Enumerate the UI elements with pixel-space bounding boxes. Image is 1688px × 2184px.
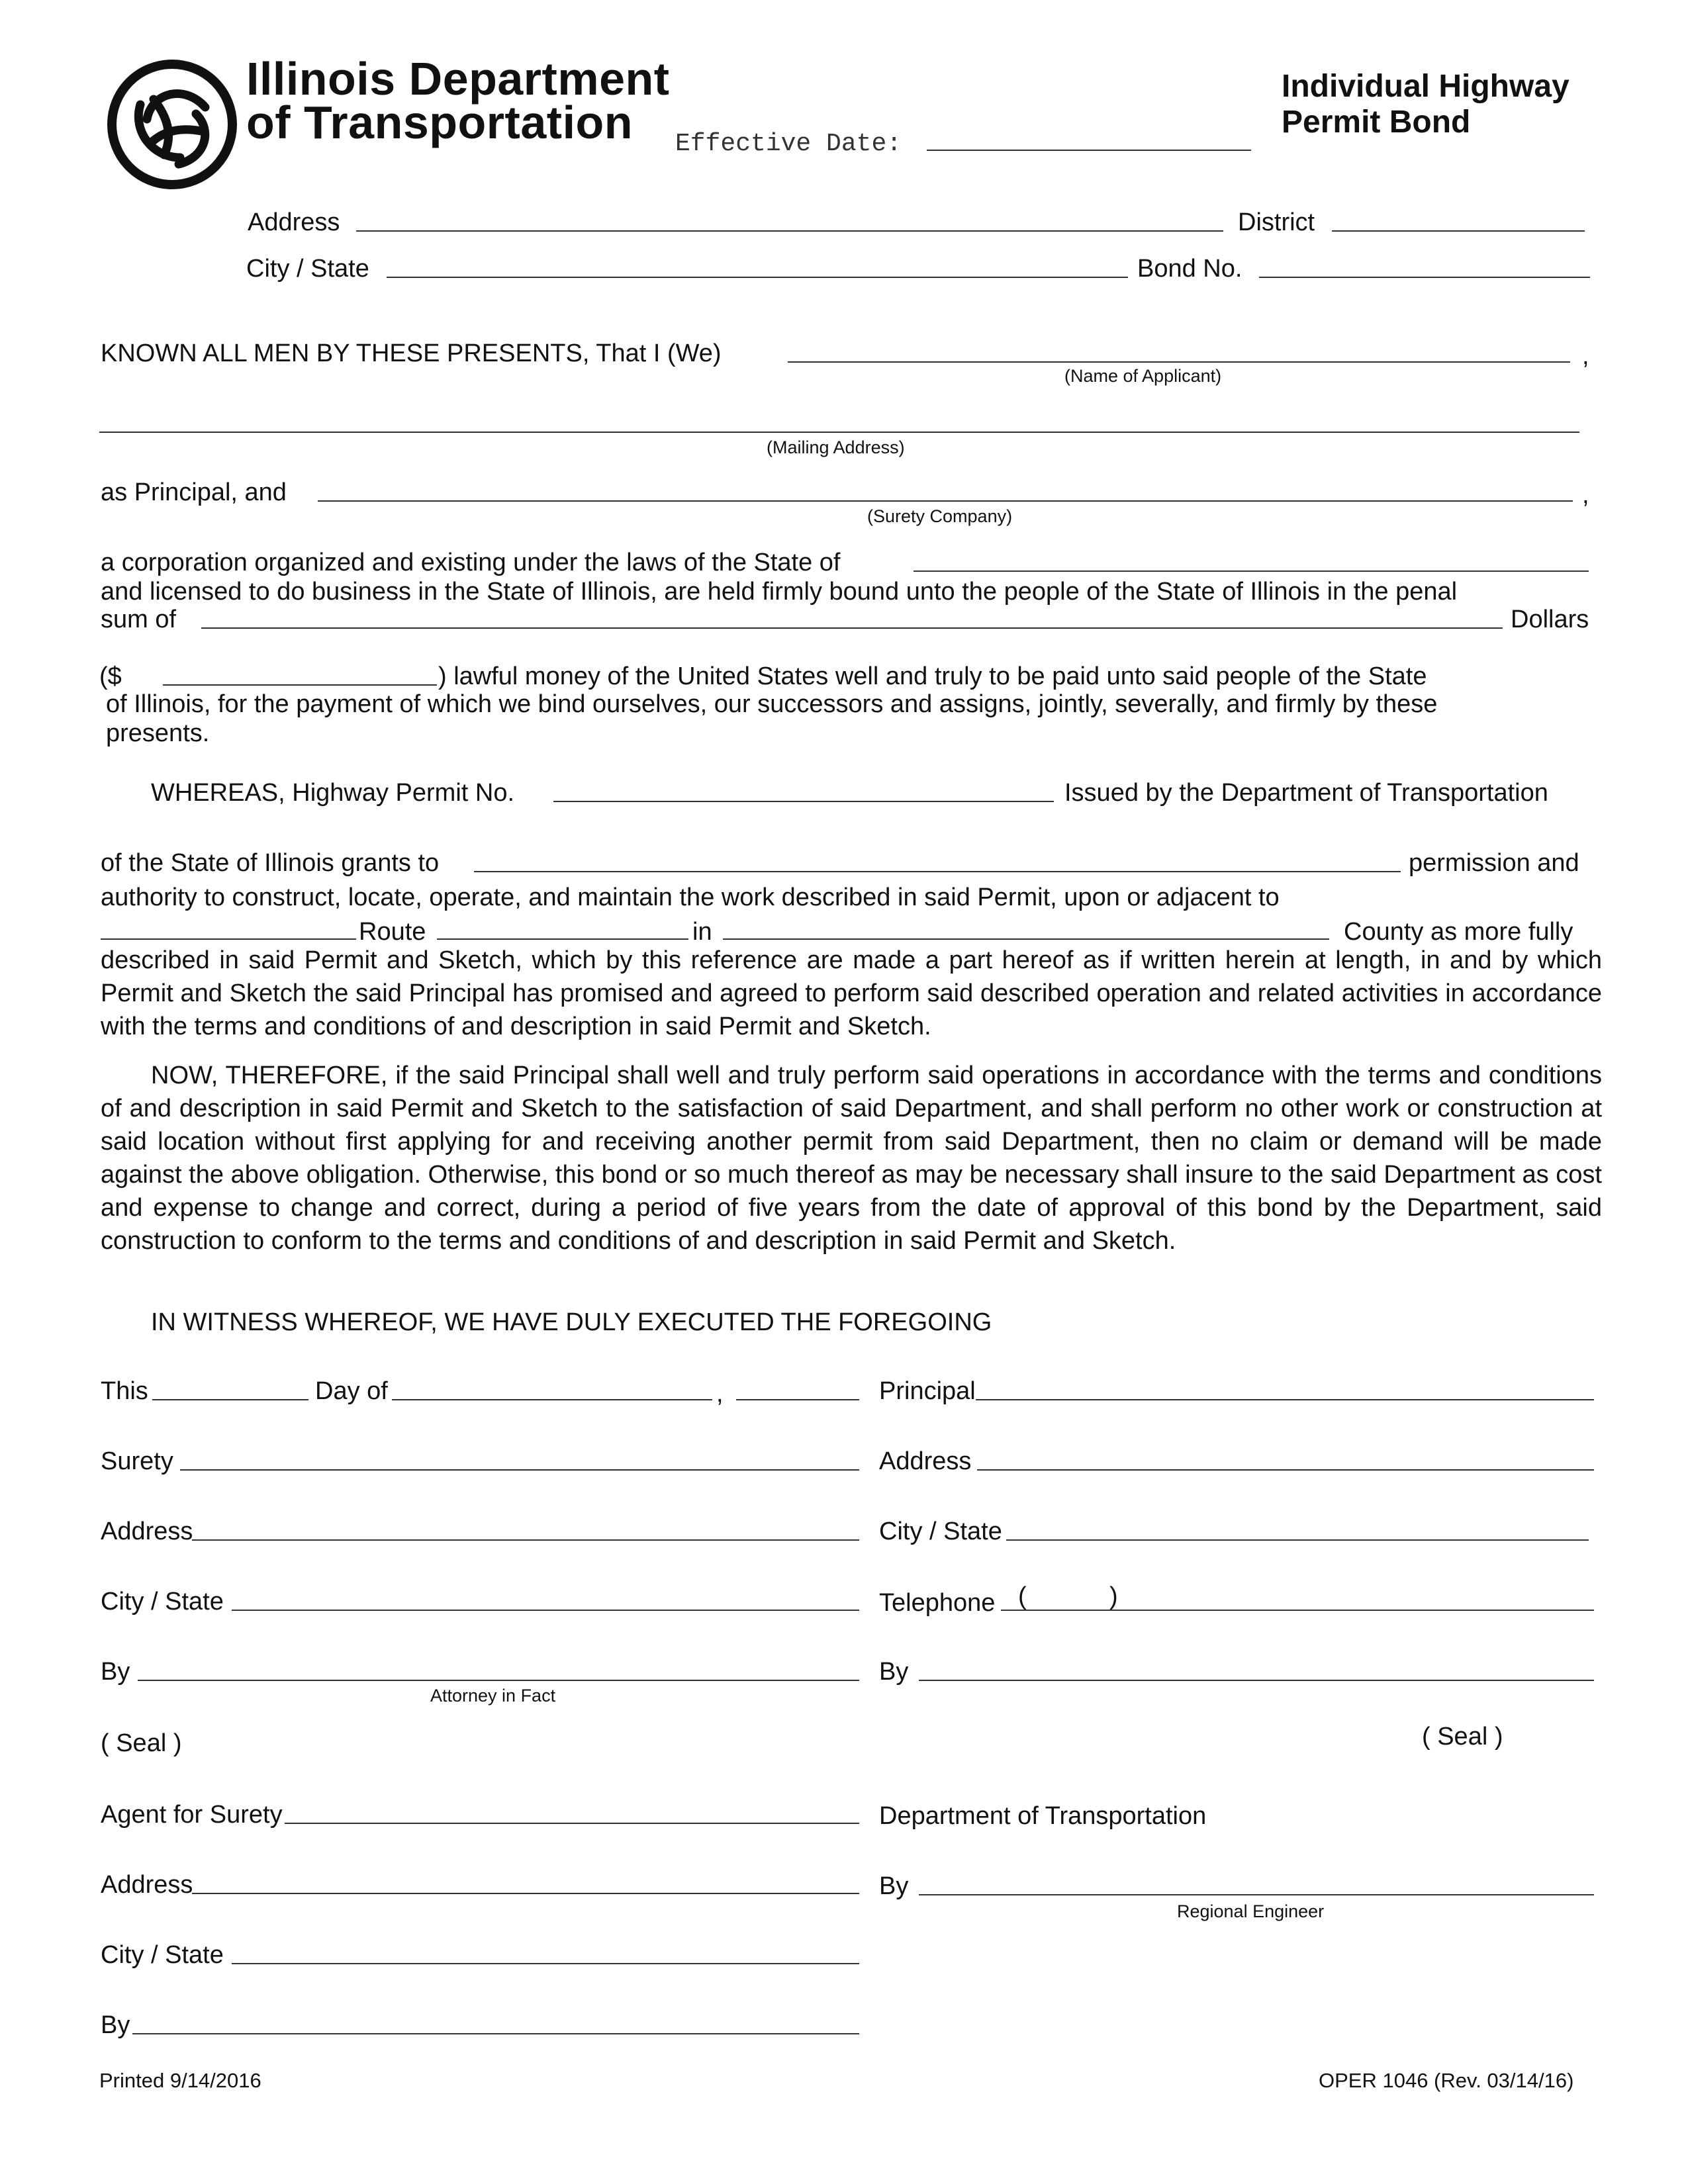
telephone-label: Telephone [879,1589,996,1617]
route-number-field[interactable] [437,938,688,940]
grantee-field[interactable] [474,871,1401,872]
presents-end: presents. [106,719,210,747]
agent-by-label: By [101,2011,130,2039]
area-code-close: ) [1109,1582,1118,1610]
grants-to-label: of the State of Illinois grants to [101,849,440,877]
presents-lead: KNOWN ALL MEN BY THESE PRESENTS, That I (We) [101,340,722,367]
form-number: OPER 1046 (Rev. 03/14/16) [1319,2069,1574,2092]
corporation-line: a corporation organized and existing under the laws of the State of [101,549,841,576]
principal-city-state-field[interactable] [1006,1539,1589,1541]
as-principal-label: as Principal, and [101,478,287,506]
agent-address-field[interactable] [192,1893,859,1894]
surety-comma: , [1582,481,1589,509]
mailing-address-caption: (Mailing Address) [767,437,905,457]
agent-city-state-label: City / State [101,1941,224,1969]
form-title-line1: Individual Highway [1282,69,1570,104]
month-field[interactable] [392,1399,712,1400]
district-field[interactable] [1332,230,1585,232]
bond-no-field[interactable] [1259,277,1590,278]
principal-label: Principal [879,1377,976,1405]
effective-date-label: Effective Date: [675,130,902,158]
day-number-field[interactable] [152,1399,308,1400]
attorney-in-fact-field[interactable] [138,1680,859,1681]
applicant-comma: , [1582,342,1589,370]
county-label: County as more fully [1344,918,1573,946]
department-label: Department of Transportation [879,1802,1207,1830]
penal-sum-words-field[interactable] [201,627,1503,629]
principal-by-field[interactable] [919,1680,1594,1681]
day-of-label: Day of [315,1377,388,1405]
highway-permit-no-field[interactable] [553,801,1054,802]
surety-city-state-label: City / State [101,1588,224,1615]
lawful-money-line: ) lawful money of the United States well and truly to be paid unto said people of the State [438,662,1427,690]
surety-field[interactable] [180,1469,859,1471]
principal-address-label: Address [879,1447,972,1475]
telephone-field[interactable] [1001,1610,1594,1611]
mailing-address-field[interactable] [99,432,1579,433]
surety-seal: ( Seal ) [101,1729,182,1757]
attorney-in-fact-caption: Attorney in Fact [430,1686,556,1706]
dollar-open: ($ [99,662,122,690]
surety-label: Surety [101,1447,173,1475]
agent-city-state-field[interactable] [232,1963,859,1964]
regional-engineer-caption: Regional Engineer [1177,1901,1325,1921]
whereas-lead: WHEREAS, Highway Permit No. [151,779,515,807]
area-code-open: ( [1018,1582,1027,1610]
agency-name-line1: Illinois Department [246,53,670,105]
district-label: District [1238,208,1315,236]
surety-company-field[interactable] [318,500,1573,502]
year-field[interactable] [736,1399,859,1400]
surety-address-label: Address [101,1518,193,1545]
described-paragraph: described in said Permit and Sketch, which by this reference are made a part hereof as if written herein at length, in and by which Permit and Sketch the said Principal has promised and agreed to perform said described operation and related activities in accordance with the terms and conditions of and description in said Permit and Sketch. [101,946,1602,1040]
payment-line: of Illinois, for the payment of which we bind ourselves, our successors and assigns, jointly, severally, and firmly by these [106,690,1438,718]
now-therefore-paragraph [101,1059,1602,1257]
applicant-name-field[interactable] [788,361,1570,363]
idot-logo [106,58,238,191]
agent-address-label: Address [101,1871,193,1899]
surety-city-state-field[interactable] [232,1610,859,1611]
in-label: in [692,918,712,946]
principal-by-label: By [879,1658,909,1686]
now-therefore-text: NOW, THEREFORE, if the said Principal shall well and truly perform said operations in accordance with the terms and conditions of and description in said Permit and Sketch to the satisfaction of said Department, and shall perform no other work or construction at said location without first applying for and receiving another permit from said Department, then no claim or demand will be made against the above obligation. Otherwise, this bond or so much thereof as may be necessary shall insure to the said Department as cost and expense to change and correct, during a period of five years from the date of approval of this bond by the Department, said construction to conform to the terms and conditions of and description in said Permit and Sketch. [101,1062,1602,1255]
bond-no-label: Bond No. [1137,255,1243,283]
route-label: Route [359,918,426,946]
authority-line: authority to construct, locate, operate, and maintain the work described in said Permit, upon or adjacent to [101,884,1280,911]
city-state-label: City / State [246,255,369,283]
city-state-field[interactable] [387,277,1128,278]
regional-engineer-field[interactable] [919,1894,1594,1895]
principal-city-state-label: City / State [879,1518,1002,1545]
principal-seal: ( Seal ) [1422,1723,1503,1751]
penal-sum-amount-field[interactable] [163,684,437,686]
address-field[interactable] [356,230,1223,232]
agency-name-line2: of Transportation [246,97,633,148]
this-label: This [101,1377,148,1405]
address-label: Address [248,208,340,236]
department-by-label: By [879,1872,909,1900]
dollars-label: Dollars [1511,606,1589,633]
surety-address-field[interactable] [192,1539,859,1541]
agent-for-surety-field[interactable] [285,1823,859,1824]
witness-line: IN WITNESS WHEREOF, WE HAVE DULY EXECUTED THE FOREGOING [151,1308,992,1336]
route-type-field[interactable] [101,938,356,940]
principal-address-field[interactable] [977,1469,1594,1471]
principal-field[interactable] [976,1399,1594,1400]
sum-of-label: sum of [101,606,177,633]
surety-by-label: By [101,1658,130,1686]
name-of-applicant-caption: (Name of Applicant) [1064,366,1222,386]
date-comma: , [716,1380,724,1408]
state-of-incorporation-field[interactable] [914,570,1589,572]
agent-for-surety-label: Agent for Surety [101,1801,283,1829]
form-title-line2: Permit Bond [1282,105,1471,140]
issued-by-label: Issued by the Department of Transportation [1064,779,1548,807]
effective-date-field[interactable] [927,150,1251,151]
licensed-line: and licensed to do business in the State of Illinois, are held firmly bound unto the people of the State of Illinois in the penal [101,578,1458,606]
surety-company-caption: (Surety Company) [867,506,1013,526]
printed-date: Printed 9/14/2016 [99,2069,261,2092]
agent-by-field[interactable] [132,2033,859,2034]
permission-label: permission and [1409,849,1579,877]
idot-logo-icon [106,58,238,191]
county-field[interactable] [723,938,1329,940]
